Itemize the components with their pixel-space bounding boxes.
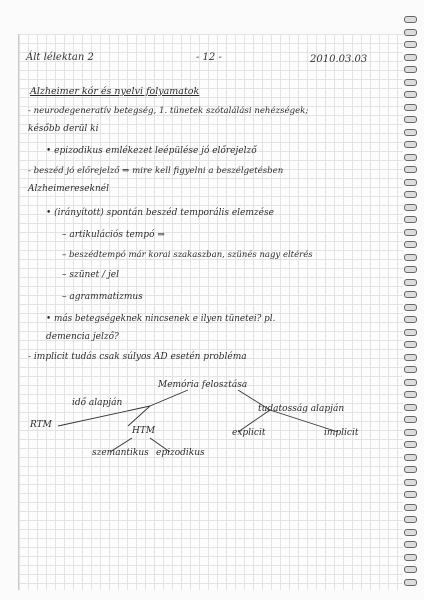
note-line: – beszédtempó már korai szakaszban, szünés nagy eltérés [62,250,313,260]
diagram-rtm: RTM [30,420,52,430]
note-line: - neurodegeneratív betegség, 1. tünetek szótalálási nehézségek; [28,106,309,116]
page-number: - 12 - [196,52,222,63]
diagram-episodic: epizodikus [156,448,205,458]
note-line: – artikulációs tempó ⇒ [62,230,165,240]
note-line: demencia jelző? [46,332,119,342]
note-line: Alzheimereseknél [28,184,110,194]
course-name: Ált lélektan 2 [26,52,94,63]
note-line: • epizodikus emlékezet leépülése jó előrejelző [46,146,257,156]
note-line: később derül ki [28,124,99,134]
diagram-htm: HTM [132,426,156,436]
note-line: – agrammatizmus [62,292,143,302]
note-line: - beszéd jó előrejelző ⇒ mire kell figyelni a beszélgetésben [28,166,284,176]
note-line: • más betegségeknek nincsenek e ilyen tünetei? pl. [46,314,276,324]
root-to-rtm-line [58,406,150,426]
note-title: Alzheimer kór és nyelvi folyamatok [30,86,200,97]
diagram-semantic: szemantikus [92,448,149,458]
diagram-root: Memória felosztása [158,380,248,390]
diagram-explicit: explicit [232,428,266,438]
note-line: • (irányított) spontán beszéd temporális elemzése [46,208,274,218]
date: 2010.03.03 [310,54,368,65]
note-line: - implicit tudás csak súlyos AD esetén probléma [28,352,247,362]
diagram-awareness-branch: tudatosság alapján [258,404,345,414]
diagram-time-branch: idő alapján [72,398,123,408]
root-to-htm-line [128,390,188,426]
note-line: – szünet / jel [62,270,120,280]
diagram-implicit: implicit [324,428,359,438]
